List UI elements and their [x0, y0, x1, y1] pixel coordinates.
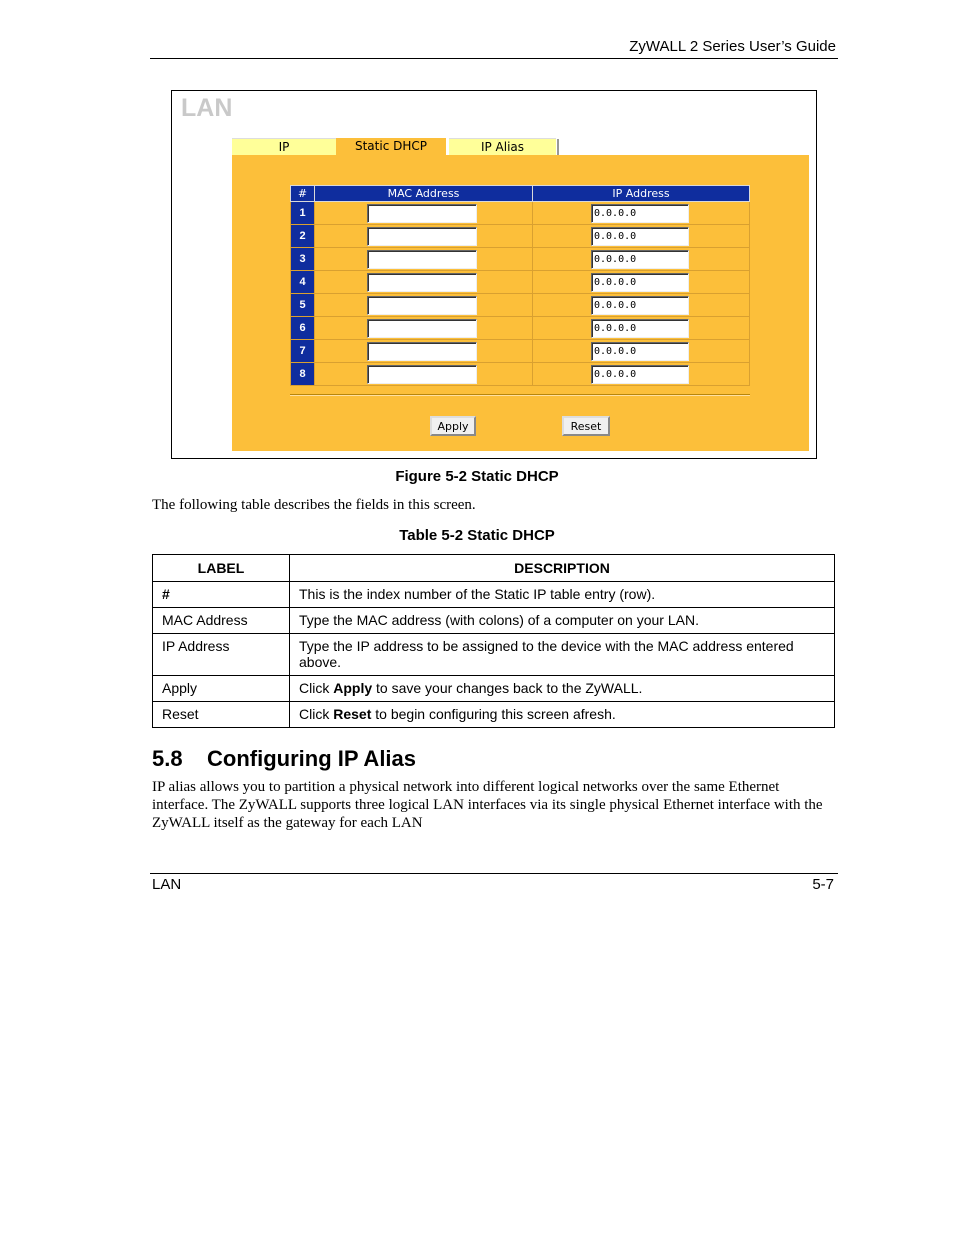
field-label: #	[153, 582, 290, 608]
intro-text: The following table describes the fields in this screen.	[152, 497, 476, 513]
description-text: Type the MAC address (with colons) of a computer on your LAN.	[299, 612, 699, 628]
field-label: MAC Address	[153, 608, 290, 634]
mac-address-input[interactable]	[367, 204, 477, 223]
row-index: 3	[291, 248, 315, 271]
ip-address-input[interactable]: 0.0.0.0	[591, 250, 689, 269]
footer-page-number: 5-7	[812, 876, 834, 893]
mac-address-input[interactable]	[367, 296, 477, 315]
row-index: 1	[291, 202, 315, 225]
row-index: 6	[291, 317, 315, 340]
field-description	[290, 608, 835, 634]
screen-title: LAN	[181, 94, 233, 122]
description-text-end: to save your changes back to the ZyWALL.	[372, 680, 643, 696]
mac-cell	[315, 294, 533, 317]
ip-cell	[533, 317, 750, 340]
table-row	[291, 248, 750, 271]
description-text: This is the index number of the Static IP table entry (row).	[299, 586, 656, 602]
table-row	[291, 271, 750, 294]
field-description	[290, 676, 835, 702]
table-row	[291, 202, 750, 225]
mac-address-input[interactable]	[367, 342, 477, 361]
static-dhcp-panel	[232, 155, 809, 451]
mac-cell	[315, 271, 533, 294]
mac-cell	[315, 225, 533, 248]
tab-static-dhcp[interactable]: Static DHCP	[336, 138, 446, 155]
description-header: DESCRIPTION	[290, 555, 835, 582]
description-text: Type the IP address to be assigned to the device with the MAC address entered above.	[299, 638, 794, 670]
footer-chapter: LAN	[152, 876, 182, 893]
lan-screen-figure	[171, 90, 817, 459]
description-table	[152, 554, 835, 728]
description-keyword: Reset	[333, 706, 372, 722]
ip-address-input[interactable]: 0.0.0.0	[591, 296, 689, 315]
table-row	[291, 363, 750, 386]
section-title: Configuring IP Alias	[207, 746, 417, 771]
field-label: Apply	[153, 676, 290, 702]
mac-address-input[interactable]	[367, 319, 477, 338]
row-index: 7	[291, 340, 315, 363]
field-label: Reset	[153, 702, 290, 728]
table-row	[153, 676, 835, 702]
figure-caption: Figure 5-2 Static DHCP	[395, 468, 559, 485]
ip-cell	[533, 271, 750, 294]
apply-button[interactable]: Apply	[430, 416, 476, 436]
ip-cell	[533, 225, 750, 248]
page-footer	[150, 873, 838, 893]
ip-address-input[interactable]: 0.0.0.0	[591, 273, 689, 292]
reset-button[interactable]: Reset	[562, 416, 610, 436]
description-text-end: to begin configuring this screen afresh.	[371, 706, 616, 722]
col-ip-header: IP Address	[533, 186, 750, 202]
page-header	[150, 37, 838, 59]
table-caption: Table 5-2 Static DHCP	[399, 527, 555, 544]
table-row	[291, 340, 750, 363]
desc-header-row	[153, 555, 835, 582]
tab-ip-alias[interactable]: IP Alias	[449, 138, 556, 155]
row-index: 4	[291, 271, 315, 294]
description-text: Click	[299, 706, 334, 722]
ip-cell	[533, 340, 750, 363]
row-index: 5	[291, 294, 315, 317]
guide-title: ZyWALL 2 Series User’s Guide	[629, 38, 836, 55]
mac-cell	[315, 363, 533, 386]
ip-cell	[533, 363, 750, 386]
ip-address-input[interactable]: 0.0.0.0	[591, 342, 689, 361]
row-index: 2	[291, 225, 315, 248]
static-dhcp-table	[290, 185, 750, 386]
description-keyword: Apply	[333, 680, 373, 696]
col-mac-header: MAC Address	[315, 186, 533, 202]
table-row	[291, 317, 750, 340]
ip-cell	[533, 294, 750, 317]
divider	[290, 394, 750, 396]
mac-address-input[interactable]	[367, 227, 477, 246]
table-row	[153, 702, 835, 728]
mac-cell	[315, 248, 533, 271]
ip-cell	[533, 202, 750, 225]
field-description	[290, 582, 835, 608]
mac-cell	[315, 317, 533, 340]
mac-cell	[315, 202, 533, 225]
section-heading	[152, 746, 416, 772]
table-row	[291, 294, 750, 317]
description-text: Click	[299, 680, 334, 696]
mac-address-input[interactable]	[367, 365, 477, 384]
field-description	[290, 702, 835, 728]
table-row	[153, 582, 835, 608]
table-row	[153, 608, 835, 634]
section-number: 5.8	[152, 746, 183, 771]
table-header-row	[291, 186, 750, 202]
ip-cell	[533, 248, 750, 271]
ip-address-input[interactable]: 0.0.0.0	[591, 365, 689, 384]
table-row	[291, 225, 750, 248]
ip-address-input[interactable]: 0.0.0.0	[591, 204, 689, 223]
table-row	[153, 634, 835, 676]
row-index: 8	[291, 363, 315, 386]
tab-ip[interactable]: IP	[232, 138, 336, 155]
mac-address-input[interactable]	[367, 273, 477, 292]
mac-address-input[interactable]	[367, 250, 477, 269]
field-label: IP Address	[153, 634, 290, 676]
ip-address-input[interactable]: 0.0.0.0	[591, 319, 689, 338]
field-description	[290, 634, 835, 676]
label-header: LABEL	[153, 555, 290, 582]
ip-address-input[interactable]: 0.0.0.0	[591, 227, 689, 246]
section-paragraph: IP alias allows you to partition a physical network into different logical networks over the same Ethernet interface. The ZyWALL supports three logical LAN interfaces via its single physical Ethernet interface with the ZyWALL itself as the gateway for each LAN	[152, 779, 823, 831]
mac-cell	[315, 340, 533, 363]
col-num-header: #	[291, 186, 315, 202]
